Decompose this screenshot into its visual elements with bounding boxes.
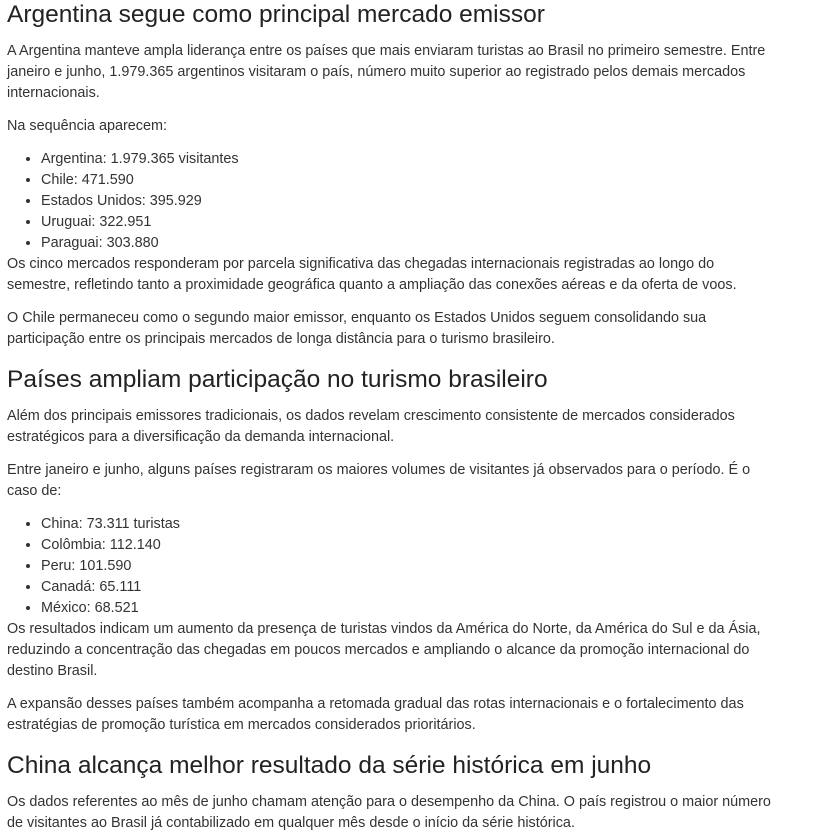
list-item: • Colômbia: 112.140 [41, 535, 778, 556]
paragraph: Os dados referentes ao mês de junho chamam atenção para o desempenho da China. O país registrou o maior número de visitantes ao Brasil já contabilizado em qualquer mês desde o início da série histórica. [7, 794, 771, 831]
paragraph: Os resultados indicam um aumento da presença de turistas vindos da América do Norte, da América do Sul e da Ásia, reduzindo a concentração das chegadas em poucos mercados e ampliando o alcance da promoção internacional do destino Brasil. [7, 621, 761, 679]
list-item: • Paraguai: 303.880 [41, 233, 778, 254]
paragraph: O Chile permaneceu como o segundo maior emissor, enquanto os Estados Unidos seguem consolidando sua participação entre os principais mercados de longa distância para o turismo brasileiro. [7, 310, 707, 347]
section-heading: Argentina segue como principal mercado emissor [7, 1, 545, 28]
visitor-list [7, 149, 778, 254]
paragraph: Além dos principais emissores tradicionais, os dados revelam crescimento consistente de mercados considerados estratégicos para a diversificação da demanda internacional. [7, 408, 735, 445]
paragraph: A Argentina manteve ampla liderança entre os países que mais enviaram turistas ao Brasil no primeiro semestre. Entre janeiro e junho, 1.979.365 argentinos visitaram o país, número muito superior ao registrado pelos demais mercados internacionais. [7, 43, 766, 101]
list-item: • Peru: 101.590 [41, 556, 778, 577]
list-item: • México: 68.521 [41, 598, 778, 619]
paragraph: Entre janeiro e junho, alguns países registraram os maiores volumes de visitantes já observados para o período. É o caso de: [7, 462, 751, 499]
list-item: • Canadá: 65.111 [41, 577, 778, 598]
list-item: • Chile: 471.590 [41, 170, 778, 191]
list-item: • Argentina: 1.979.365 visitantes [41, 149, 778, 170]
paragraph: Na sequência aparecem: [7, 118, 167, 134]
visitor-list [7, 514, 778, 619]
list-item: • Uruguai: 322.951 [41, 212, 778, 233]
paragraph: A expansão desses países também acompanha a retomada gradual das rotas internacionais e o fortalecimento das estratégias de promoção turística em mercados considerados prioritários. [7, 696, 744, 733]
section-heading: Países ampliam participação no turismo brasileiro [7, 366, 548, 393]
list-item: • China: 73.311 turistas [41, 514, 778, 535]
paragraph: Os cinco mercados responderam por parcela significativa das chegadas internacionais registradas ao longo do semestre, refletindo tanto a proximidade geográfica quanto a ampliação das conexões aéreas e da oferta de voos. [7, 256, 737, 293]
list-item: • Estados Unidos: 395.929 [41, 191, 778, 212]
section-heading: China alcança melhor resultado da série histórica em junho [7, 752, 652, 779]
